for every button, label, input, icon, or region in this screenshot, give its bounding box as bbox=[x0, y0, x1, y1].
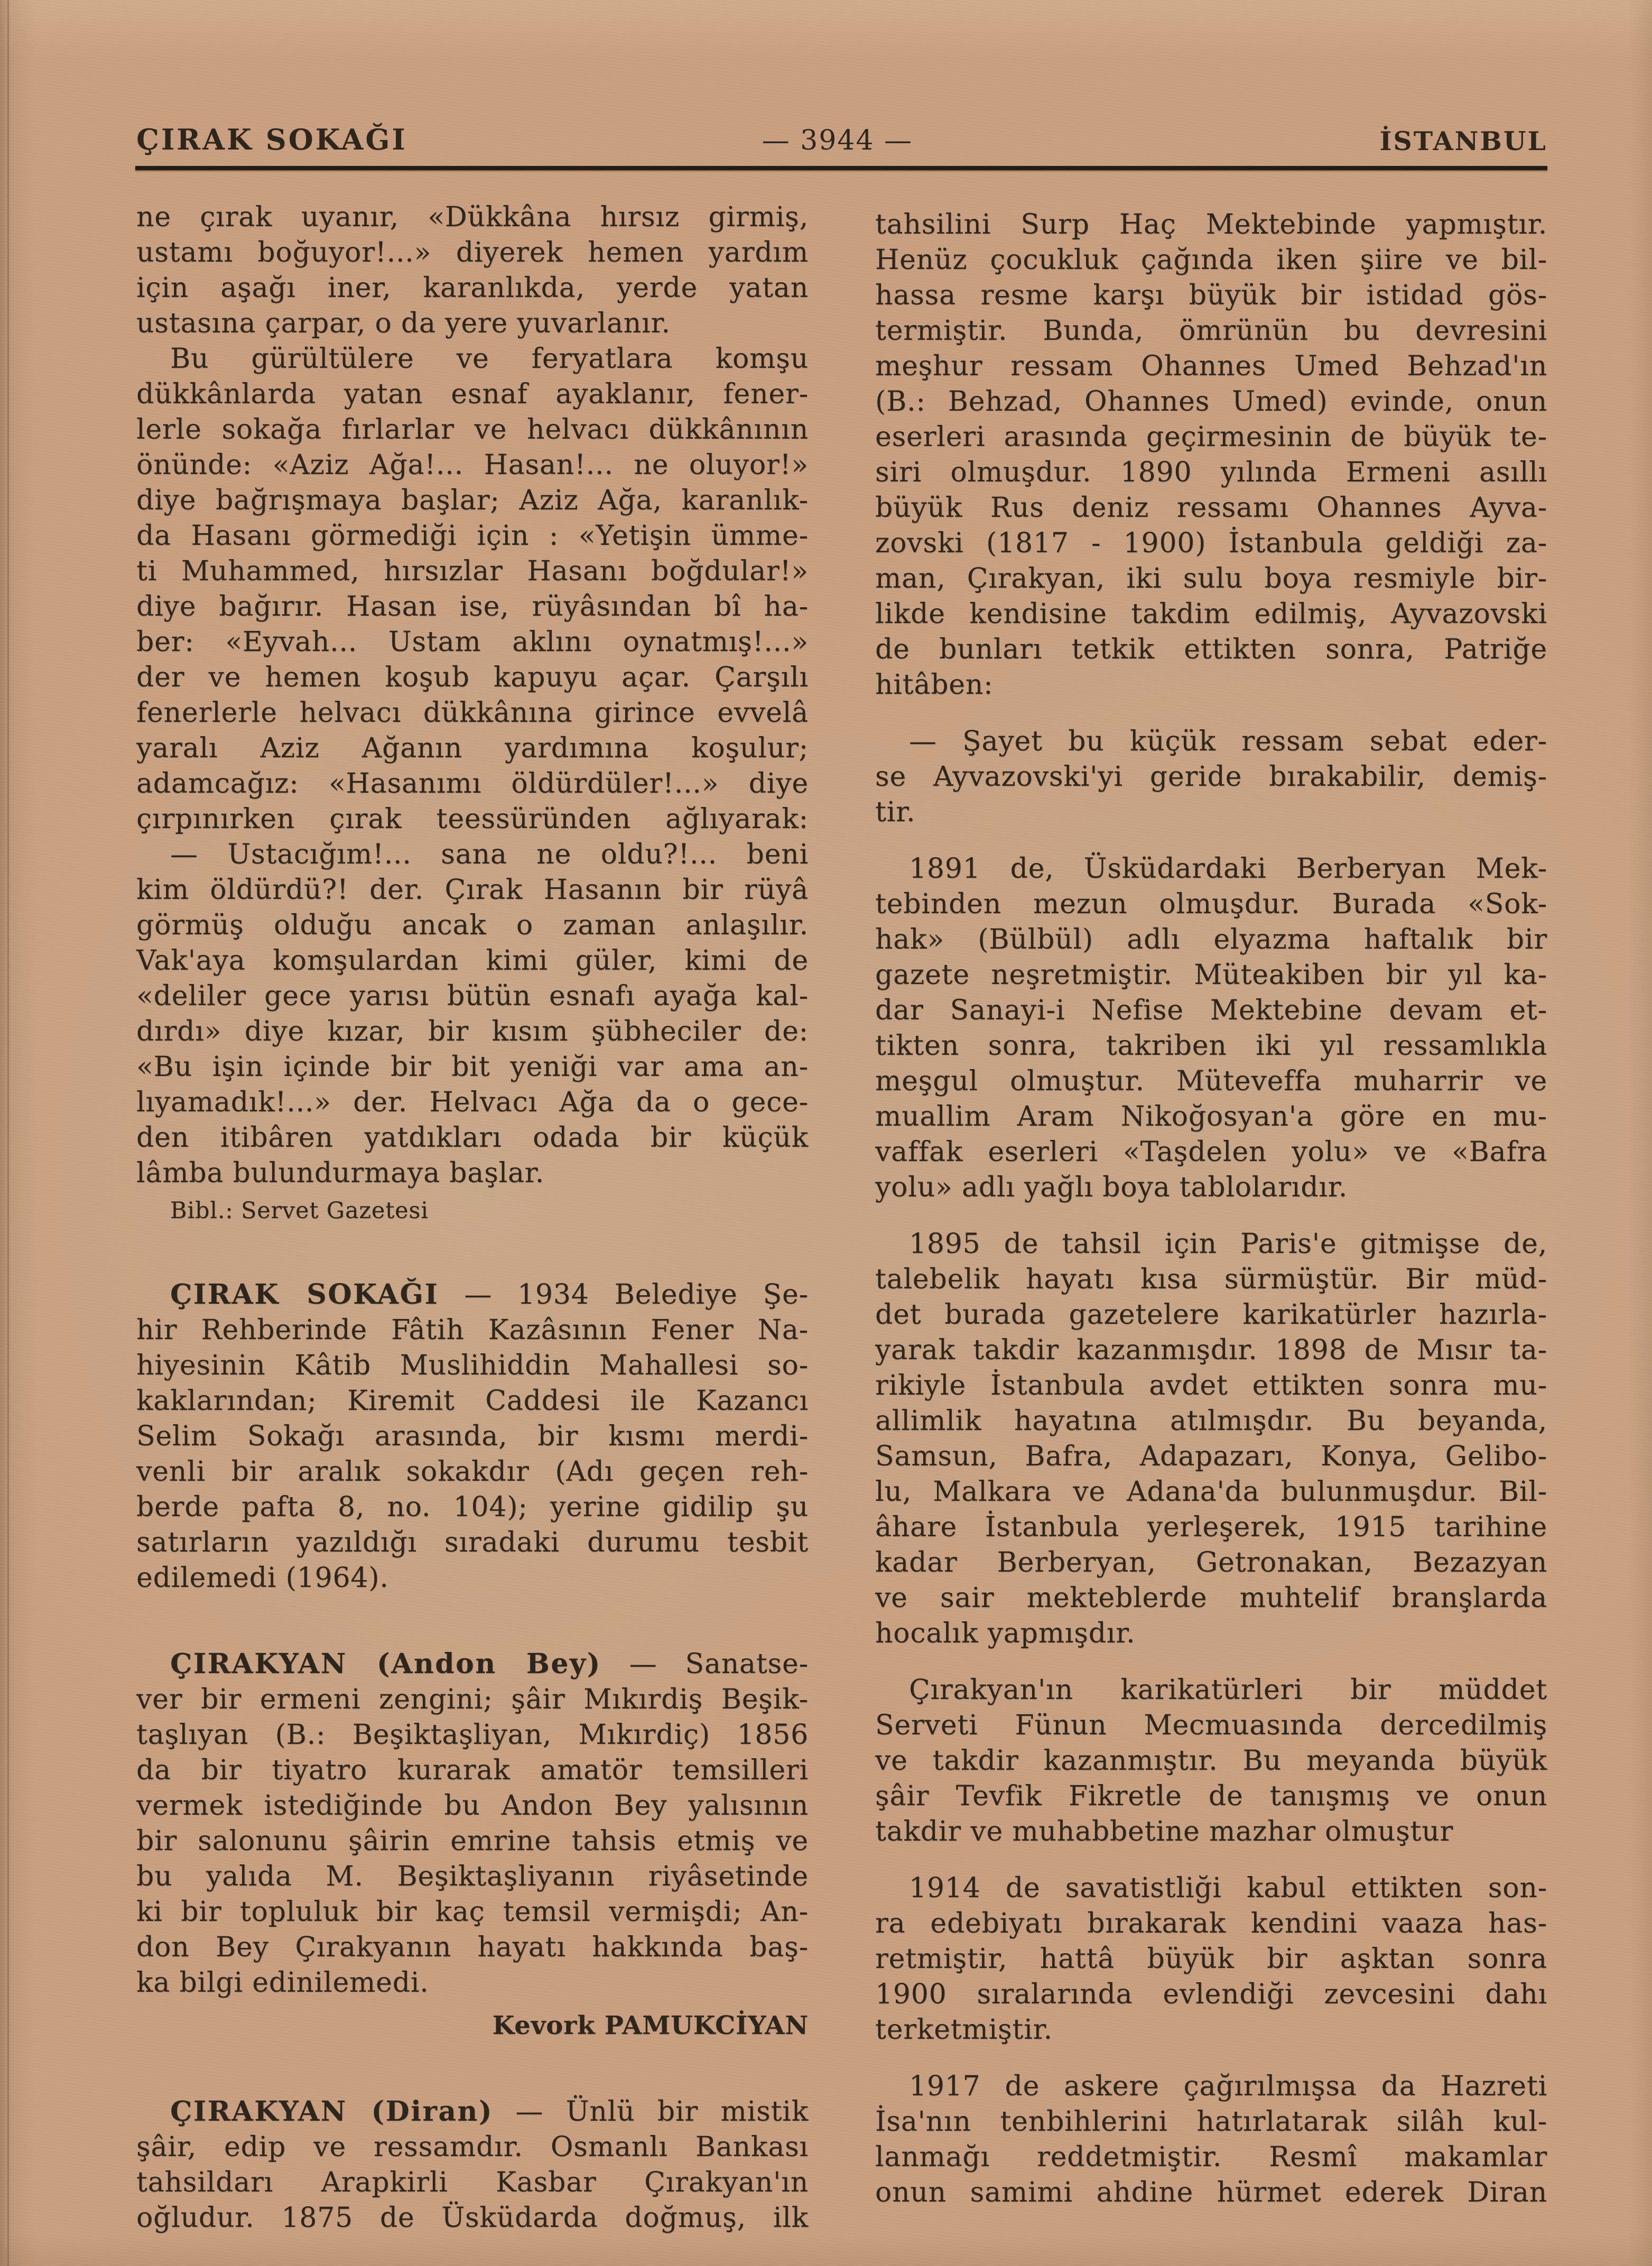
text-line: 1914 de savatistliği kabul ettikten son- bbox=[909, 1872, 1547, 1904]
paragraph-entry bbox=[136, 1646, 809, 2001]
text-line: kaklarından; Kiremit Caddesi ile Kazancı bbox=[136, 1385, 809, 1417]
text-line: muallim Aram Nikoğosyan'a göre en mu- bbox=[875, 1101, 1547, 1132]
text-line: tir. bbox=[875, 796, 916, 828]
text-line: rikiyle İstanbula avdet ettikten sonra mu- bbox=[875, 1370, 1547, 1401]
text-line: likde kendisine takdim edilmiş, Ayvazovski bbox=[875, 598, 1547, 630]
text-line: takdir ve muhabbetine mazhar olmuştur bbox=[875, 1816, 1454, 1847]
text-line: ÇIRAK SOKAĞI — 1934 Belediye Şe- bbox=[170, 1278, 809, 1311]
text-line: hak» (Bülbül) adlı elyazma haftalık bir bbox=[875, 924, 1547, 955]
text-line: da Hasanı görmediği için : «Yetişin ümme- bbox=[136, 520, 809, 552]
text-line: Selim Sokağı arasında, bir kısmı merdi- bbox=[136, 1420, 809, 1452]
text-line: 1900 sıralarında evlendiği zevcesini dahı bbox=[875, 1979, 1547, 2010]
text-line: Henüz çocukluk çağında iken şiire ve bil- bbox=[875, 244, 1547, 276]
text-line: hocalık yapmışdır. bbox=[875, 1618, 1136, 1649]
column-right bbox=[875, 207, 1547, 2211]
text-line: tebinden mezun olmuşdur. Burada «Sok- bbox=[875, 888, 1547, 920]
text-line: Samsun, Bafra, Adapazarı, Konya, Gelibo- bbox=[875, 1441, 1547, 1472]
text-line: ve sair mekteblerde muhtelif branşlarda bbox=[875, 1582, 1547, 1614]
text-line: — Şayet bu küçük ressam sebat eder- bbox=[909, 726, 1547, 757]
paragraph-entry bbox=[136, 2094, 809, 2236]
text-line: kadar Berberyan, Getronakan, Bezazyan bbox=[875, 1547, 1547, 1578]
text-line: meşgul olmuştur. Müteveffa muharrir ve bbox=[875, 1065, 1547, 1097]
text-line: gazete neşretmiştir. Müteakiben bir yıl ka- bbox=[875, 959, 1547, 991]
text-line: ka bilgi edinilemedi. bbox=[136, 1967, 429, 1999]
text-line: İsa'nın tenbihlerini hatırlatarak silâh kul- bbox=[875, 2106, 1547, 2138]
text-line: ustamı boğuyor!...» diyerek hemen yardım bbox=[136, 237, 809, 268]
text-line: der ve hemen koşub kapuyu açar. Çarşılı bbox=[136, 662, 809, 693]
text-line: onun samimi ahdine hürmet ederek Diran bbox=[875, 2177, 1547, 2208]
text-line: tikten sonra, takriben iki yıl ressamlıkla bbox=[875, 1030, 1547, 1062]
paragraph-body bbox=[875, 1673, 1547, 1850]
text-line: ki bir topluluk bir kaç temsil vermişdi; An- bbox=[136, 1896, 809, 1928]
text-line: (B.: Behzad, Ohannes Umed) evinde, onun bbox=[875, 386, 1547, 417]
text-line: lu, Malkara ve Adana'da bulunmuşdur. Bil- bbox=[875, 1476, 1547, 1508]
text-line: satırların yazıldığı sıradaki durumu tesbit bbox=[136, 1527, 809, 1558]
text-line: retmiştir, hattâ büyük bir aşktan sonra bbox=[875, 1943, 1547, 1975]
paragraph-entry bbox=[136, 1277, 809, 1596]
text-line: ra edebiyatı bırakarak kendini vaaza has- bbox=[875, 1908, 1547, 1939]
paragraph-body bbox=[136, 837, 809, 1191]
page-header bbox=[136, 123, 1547, 161]
text-line: ber: «Eyvah... Ustam aklını oynatmış!...» bbox=[136, 626, 809, 658]
text-line: tahsilini Surp Haç Mektebinde yapmıştır. bbox=[875, 209, 1547, 240]
text-line: da bir tiyatro kurarak amatör temsilleri bbox=[136, 1754, 809, 1786]
text-line: Çırakyan'ın karikatürleri bir müddet bbox=[909, 1674, 1547, 1706]
text-line: venli bir aralık sokakdır (Adı geçen reh- bbox=[136, 1456, 809, 1488]
paper-fold-line bbox=[7, 0, 9, 2266]
text-line: fenerlerle helvacı dükkânına girince evvelâ bbox=[136, 697, 809, 729]
text-line: şâir Tevfik Fikretle de tanışmış ve onun bbox=[875, 1780, 1547, 1812]
paragraph-body bbox=[136, 200, 809, 341]
paragraph-body bbox=[875, 724, 1547, 830]
paragraph-body bbox=[875, 1227, 1547, 1651]
column-left bbox=[136, 200, 809, 2236]
text-line: eserleri arasında geçirmesinin de büyük te- bbox=[875, 421, 1547, 453]
text-line: önünde: «Aziz Ağa!... Hasan!... ne oluyor!» bbox=[136, 449, 809, 481]
entry-term: ÇIRAKYAN (Diran) bbox=[170, 2095, 493, 2128]
text-line: 1917 de askere çağırılmışsa da Hazreti bbox=[909, 2070, 1547, 2102]
text-line: — Ustacığım!... sana ne oldu?!... beni bbox=[170, 839, 809, 870]
text-line: «deliler gece yarısı bütün esnafı ayağa kal- bbox=[136, 980, 809, 1012]
text-line: büyük Rus deniz ressamı Ohannes Ayva- bbox=[875, 492, 1547, 524]
text-line: ne çırak uyanır, «Dükkâna hırsız girmiş, bbox=[136, 201, 809, 233]
paragraph-body bbox=[875, 207, 1547, 703]
running-head-right: İSTANBUL bbox=[1379, 126, 1547, 156]
text-line: çırpınırken çırak teessüründen ağlıyarak: bbox=[136, 803, 809, 835]
paragraph-body bbox=[875, 2069, 1547, 2211]
text-line: ÇIRAKYAN (Diran) — Ünlü bir mistik bbox=[170, 2095, 809, 2128]
text-line: âhare İstanbula yerleşerek, 1915 tarihine bbox=[875, 1511, 1547, 1543]
text-line: dırdı» diye kızar, bir kısım şübheciler de: bbox=[136, 1016, 809, 1047]
page-number: — 3944 — bbox=[762, 125, 913, 156]
text-line: diye bağrışmaya başlar; Aziz Ağa, karanlık- bbox=[136, 485, 809, 516]
text-line: 1895 de tahsil için Paris'e gitmişse de, bbox=[909, 1228, 1547, 1260]
text-line: diye bağırır. Hasan ise, rüyâsından bî ha- bbox=[136, 591, 809, 623]
text-line: oğludur. 1875 de Üsküdarda doğmuş, ilk bbox=[136, 2202, 809, 2234]
text-line: dükkânlarda yatan esnaf ayaklanır, fener- bbox=[136, 378, 809, 410]
text-line: Vak'aya komşulardan kimi güler, kimi de bbox=[136, 945, 809, 977]
text-line: Bibl.: Servet Gazetesi bbox=[170, 1197, 429, 1224]
text-line: yolu» adlı yağlı boya tablolarıdır. bbox=[875, 1172, 1348, 1203]
text-line: meşhur ressam Ohannes Umed Behzad'ın bbox=[875, 350, 1547, 382]
text-line: terketmiştir. bbox=[875, 2014, 1053, 2046]
text-line: hitâben: bbox=[875, 669, 994, 701]
text-line: 1891 de, Üsküdardaki Berberyan Mek- bbox=[909, 853, 1547, 885]
text-line: se Ayvazovski'yi geride bırakabilir, demiş- bbox=[875, 761, 1547, 793]
text-line: man, Çırakyan, iki sulu boya resmiyle bir- bbox=[875, 563, 1547, 595]
text-line: lıyamadık!...» der. Helvacı Ağa da o gece- bbox=[136, 1086, 809, 1118]
text-line: dar Sanayi-i Nefise Mektebine devam et- bbox=[875, 995, 1547, 1026]
paragraph-body bbox=[875, 851, 1547, 1205]
text-line: kim öldürdü?! der. Çırak Hasanın bir rüyâ bbox=[136, 874, 809, 906]
entry-term: ÇIRAKYAN (Andon Bey) bbox=[170, 1648, 601, 1680]
text-line: vaffak eserleri «Taşdelen yolu» ve «Bafra bbox=[875, 1136, 1547, 1168]
text-line: «Bu işin içinde bir bit yeniği var ama an- bbox=[136, 1051, 809, 1083]
text-line: bu yalıda M. Beşiktaşliyanın riyâsetinde bbox=[136, 1861, 809, 1892]
text-line: hassa resme karşı büyük bir istidad gös- bbox=[875, 280, 1547, 311]
text-line: Bu gürültülere ve feryatlara komşu bbox=[170, 343, 809, 375]
text-line: talebelik hayatı kısa sürmüştür. Bir müd- bbox=[875, 1264, 1547, 1295]
text-line: şâir, edip ve ressamdır. Osmanlı Bankası bbox=[136, 2131, 809, 2163]
text-line: lâmba bulundurmaya başlar. bbox=[136, 1157, 545, 1189]
text-line: Serveti Fünun Mecmuasında dercedilmiş bbox=[875, 1710, 1547, 1741]
text-line: görmüş olduğu ancak o zaman anlaşılır. bbox=[136, 909, 809, 941]
text-line: ustasına çarpar, o da yere yuvarlanır. bbox=[136, 308, 671, 339]
signature-line: Kevork PAMUKCİYAN bbox=[492, 2011, 809, 2040]
paragraph-body bbox=[136, 341, 809, 837]
text-line: yarak takdir kazanmışdır. 1898 de Mısır ta- bbox=[875, 1334, 1547, 1366]
text-line: vermek istediğinde bu Andon Bey yalısının bbox=[136, 1790, 809, 1822]
entry-term: ÇIRAK SOKAĞI bbox=[170, 1278, 439, 1311]
text-line: yaralı Aziz Ağanın yardımına koşulur; bbox=[136, 732, 809, 764]
text-line: hir Rehberinde Fâtih Kazâsının Fener Na- bbox=[136, 1314, 809, 1346]
text-line: don Bey Çırakyanın hayatı hakkında baş- bbox=[136, 1931, 809, 1963]
text-line: det burada gazetelere karikatürler hazırla- bbox=[875, 1299, 1547, 1331]
paragraph-body bbox=[875, 1871, 1547, 2048]
text-line: den itibâren yatdıkları odada bir küçük bbox=[136, 1122, 809, 1154]
text-line: lerle sokağa fırlarlar ve helvacı dükkânının bbox=[136, 414, 809, 445]
header-rule bbox=[135, 166, 1547, 170]
text-line: ve takdir kazanmıştır. Bu meyanda büyük bbox=[875, 1745, 1547, 1777]
text-line: allimlik hayatına atılmışdır. Bu beyanda, bbox=[875, 1405, 1547, 1437]
text-line: lanmağı reddetmiştir. Resmî makamlar bbox=[875, 2141, 1547, 2173]
text-line: taşlıyan (B.: Beşiktaşliyan, Mıkırdiç) 1856 bbox=[136, 1719, 809, 1751]
text-line: hiyesinin Kâtib Muslihiddin Mahallesi so- bbox=[136, 1350, 809, 1381]
text-line: edilemedi (1964). bbox=[136, 1562, 389, 1594]
running-head-left: ÇIRAK SOKAĞI bbox=[136, 123, 407, 156]
text-line: zovski (1817 - 1900) İstanbula geldiği za- bbox=[875, 527, 1547, 559]
text-line: bir salonunu şâirin emrine tahsis etmiş ve bbox=[136, 1825, 809, 1857]
text-line: berde pafta 8, no. 104); yerine gidilip şu bbox=[136, 1491, 809, 1523]
text-line: adamcağız: «Hasanımı öldürdüler!...» diye bbox=[136, 768, 809, 800]
text-line: siri olmuşdur. 1890 yılında Ermeni asıllı bbox=[875, 457, 1547, 488]
text-line: ÇIRAKYAN (Andon Bey) — Sanatse- bbox=[170, 1648, 809, 1680]
text-line: ver bir ermeni zengini; şâir Mıkırdiş Beşik- bbox=[136, 1684, 809, 1715]
paragraph-signature bbox=[136, 2008, 809, 2044]
text-line: tahsildarı Arapkirli Kasbar Çırakyan'ın bbox=[136, 2167, 809, 2198]
text-line: için aşağı iner, karanlıkda, yerde yatan bbox=[136, 272, 809, 304]
text-line: ti Muhammed, hırsızlar Hasanı boğdular!» bbox=[136, 555, 809, 587]
paragraph-bibl bbox=[136, 1195, 809, 1227]
text-line: termiştir. Bunda, ömrünün bu devresini bbox=[875, 315, 1547, 347]
text-line: de bunları tetkik ettikten sonra, Patriğe bbox=[875, 634, 1547, 665]
